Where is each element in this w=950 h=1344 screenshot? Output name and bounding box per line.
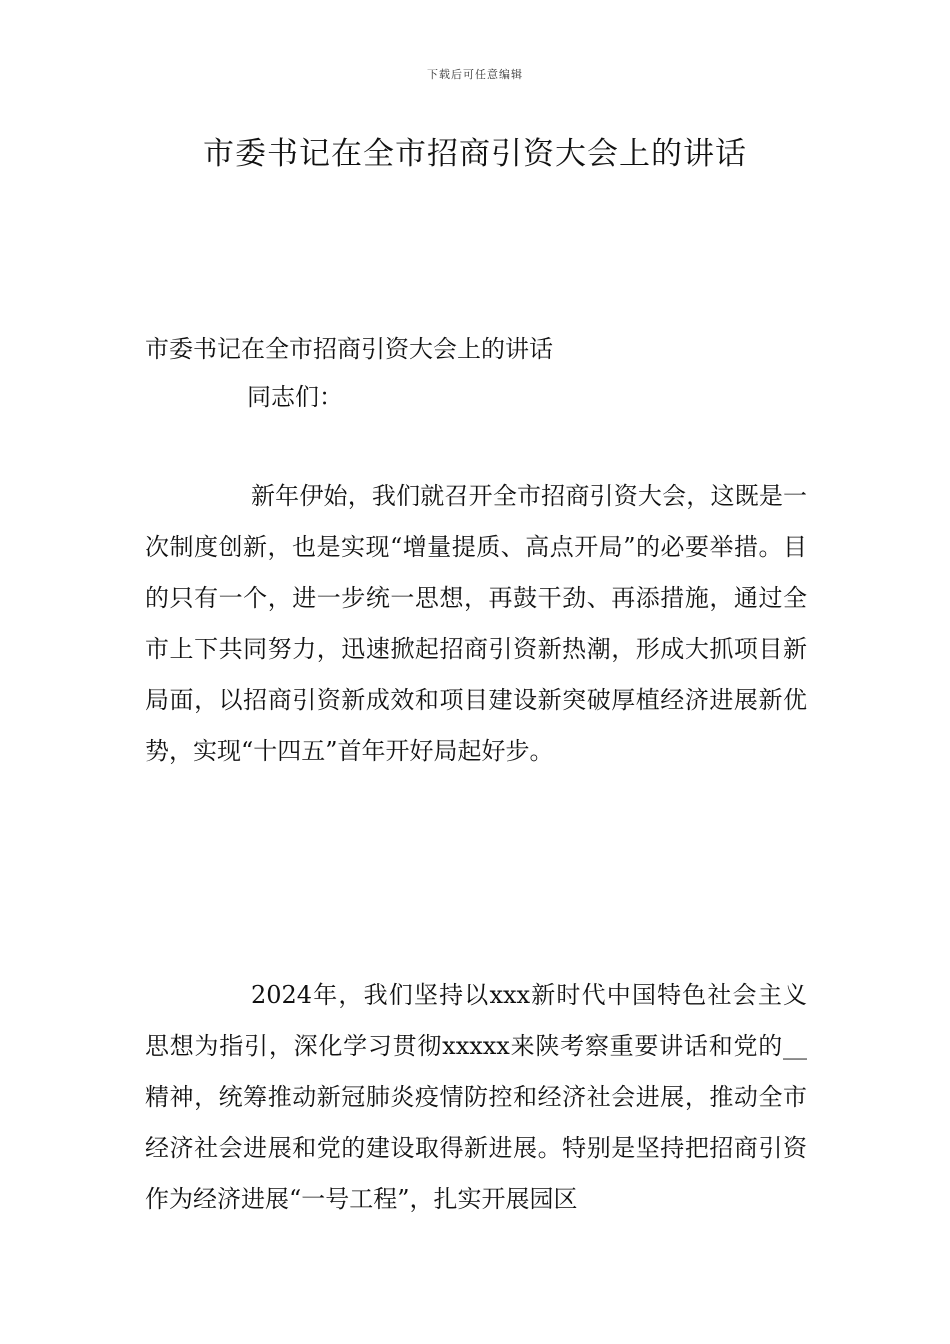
salutation: 同志们： <box>247 383 343 411</box>
body-paragraph-2: 2024年，我们坚持以xxx新时代中国特色社会主义思想为指引，深化学习贯彻xxxxx来陕考察重要讲话和党的__精神，统筹推动新冠肺炎疫情防控和经济社会进展，推动全市经济社会进展和党的建设取得新进展。特别是坚持把招商引资作为经济进展“一号工程”，扎实开展园区 <box>145 981 807 1213</box>
page-header-note: 下载后可任意编辑 <box>427 68 523 81</box>
document-subtitle: 市委书记在全市招商引资大会上的讲话 <box>145 335 553 363</box>
body-paragraph-1: 新年伊始，我们就召开全市招商引资大会，这既是一次制度创新，也是实现“增量提质、高点开局”的必要举措。目的只有一个，进一步统一思想，再鼓干劲、再添措施，通过全市上下共同努力，迅速掀起招商引资新热潮，形成大抓项目新局面，以招商引资新成效和项目建设新突破厚植经济进展新优势，实现“十四五”首年开好局起好步。 <box>145 482 807 765</box>
document-title: 市委书记在全市招商引资大会上的讲话 <box>203 136 747 172</box>
